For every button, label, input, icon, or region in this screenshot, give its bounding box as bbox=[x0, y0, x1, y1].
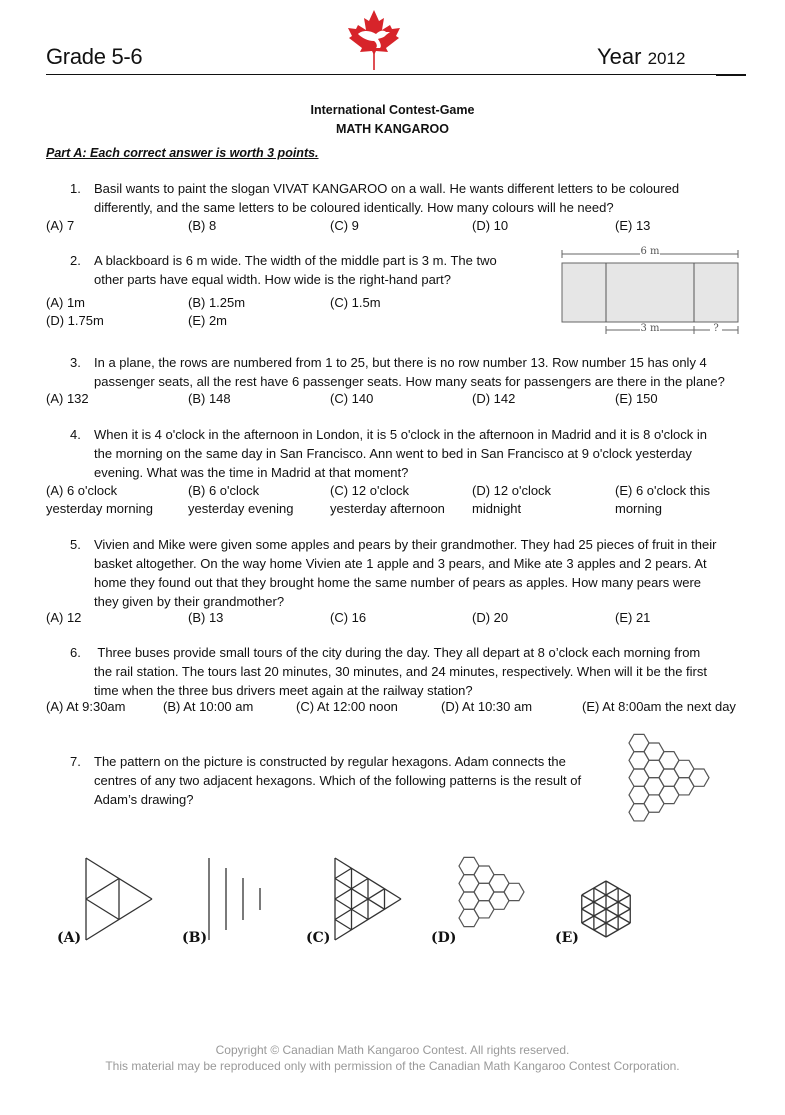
option-a[interactable]: (A) 7 bbox=[46, 218, 75, 233]
part-heading: Part A: Each correct answer is worth 3 points. bbox=[46, 146, 319, 160]
header-rule bbox=[46, 74, 746, 75]
header-rule-accent bbox=[716, 74, 746, 76]
inner-edge bbox=[86, 899, 119, 920]
figure-a-label: (A) bbox=[57, 930, 82, 946]
option-e[interactable]: (E) At 8:00am the next day bbox=[582, 699, 736, 714]
question-line: The pattern on the picture is constructed by regular hexagons. Adam connects the bbox=[94, 754, 566, 769]
question-line: differently, and the same letters to be coloured identically. How many colours will he need? bbox=[94, 200, 614, 215]
year-value: 2012 bbox=[647, 49, 686, 68]
option-a[interactable]: (A) At 9:30am bbox=[46, 699, 126, 714]
option-line: (C) 12 o'clock bbox=[330, 483, 410, 498]
option-line: (A) 6 o'clock bbox=[46, 483, 118, 498]
option-c[interactable]: (C) 140 bbox=[330, 391, 374, 406]
question-line: other parts have equal width. How wide is the right-hand part? bbox=[94, 272, 451, 287]
option-a[interactable]: (A) 132 bbox=[46, 391, 89, 406]
option-b[interactable] bbox=[188, 482, 294, 518]
question-line: the morning on the same day in San Francisco. Ann went to bed in San Francisco at 9 o'clock yesterday bbox=[94, 446, 692, 461]
option-e[interactable] bbox=[615, 482, 710, 518]
option-d[interactable]: (D) 10 bbox=[472, 218, 509, 233]
question-line: passenger seats, all the rest have 6 passenger seats. How many seats for passengers are there in the plane? bbox=[94, 374, 725, 389]
option-line: midnight bbox=[472, 501, 522, 516]
question-line: Basil wants to paint the slogan VIVAT KANGAROO on a wall. He wants different letters to be coloured bbox=[94, 181, 680, 196]
figure-b-lines[interactable] bbox=[205, 856, 265, 942]
question-number: 4. bbox=[70, 427, 81, 442]
option-d[interactable]: (D) 142 bbox=[472, 391, 516, 406]
blackboard-figure bbox=[560, 246, 742, 338]
option-line: yesterday afternoon bbox=[330, 501, 445, 516]
question-text bbox=[94, 179, 679, 217]
question-number: 5. bbox=[70, 537, 81, 552]
figure-c-label: (C) bbox=[306, 930, 331, 946]
figure-c-triangle-grid[interactable] bbox=[331, 856, 403, 942]
question-text bbox=[94, 425, 707, 482]
option-b[interactable]: (B) 1.25m bbox=[188, 295, 246, 310]
copyright-line: Copyright © Canadian Math Kangaroo Contest. All rights reserved. bbox=[215, 1043, 570, 1057]
option-b[interactable]: (B) At 10:00 am bbox=[163, 699, 254, 714]
board-rect bbox=[562, 263, 738, 322]
question-line: In a plane, the rows are numbered from 1 to 25, but there is no row number 13. Row number 15 has only 4 bbox=[94, 355, 707, 370]
option-c[interactable]: (C) 9 bbox=[330, 218, 359, 233]
question-line: basket altogether. On the way home Vivien ate 1 apple and 3 pears, and Mike ate 3 apples and 2 pears. At bbox=[94, 556, 707, 571]
question-line: Vivien and Mike were given some apples and pears by their grandmother. They had 25 pieces of fruit in their bbox=[94, 537, 717, 552]
question-number: 6. bbox=[70, 645, 81, 660]
question-text bbox=[94, 535, 716, 611]
option-d[interactable]: (D) 20 bbox=[472, 610, 509, 625]
option-e[interactable]: (E) 150 bbox=[615, 391, 658, 406]
question-number: 7. bbox=[70, 754, 81, 769]
question-line: home they found out that they brought home the same number of pears as apples. How many pears were bbox=[94, 575, 702, 590]
option-line: (E) 6 o'clock this bbox=[615, 483, 710, 498]
question-number: 2. bbox=[70, 253, 81, 268]
option-c[interactable]: (C) 16 bbox=[330, 610, 367, 625]
inner-edge bbox=[86, 879, 119, 900]
option-a[interactable] bbox=[46, 482, 153, 518]
hexagon bbox=[504, 883, 524, 900]
option-c[interactable] bbox=[330, 482, 445, 518]
question-line: Adam’s drawing? bbox=[94, 792, 194, 807]
option-line: (D) 12 o'clock bbox=[472, 483, 552, 498]
question-line: A blackboard is 6 m wide. The width of the middle part is 3 m. The two bbox=[94, 253, 497, 268]
option-c[interactable]: (C) At 12:00 noon bbox=[296, 699, 398, 714]
contest-title: International Contest-Game bbox=[310, 103, 475, 117]
maple-leaf-kangaroo-logo bbox=[346, 8, 402, 70]
option-line: yesterday evening bbox=[188, 501, 294, 516]
hexagon bbox=[689, 769, 709, 786]
question-text bbox=[94, 643, 707, 700]
option-a[interactable]: (A) 12 bbox=[46, 610, 82, 625]
figure-d-label: (D) bbox=[431, 930, 457, 946]
question-text bbox=[94, 353, 725, 391]
question-line: When it is 4 o'clock in the afternoon in London, it is 5 o'clock in the afternoon in Madrid and it is 8 o'clock in bbox=[94, 427, 708, 442]
grade-label: Grade 5-6 bbox=[46, 44, 143, 69]
unknown-width-label: ? bbox=[713, 323, 719, 334]
option-d[interactable] bbox=[472, 482, 551, 518]
year-label bbox=[597, 44, 685, 70]
question-text bbox=[94, 752, 581, 809]
permission-line: This material may be reproduced only with permission of the Canadian Math Kangaroo Contest Corporation. bbox=[105, 1059, 680, 1073]
total-width-label: 6 m bbox=[640, 246, 660, 257]
option-line: morning bbox=[615, 501, 662, 516]
question-line: centres of any two adjacent hexagons. Which of the following patterns is the result of bbox=[94, 773, 582, 788]
option-line: (B) 6 o'clock bbox=[188, 483, 260, 498]
option-b[interactable]: (B) 13 bbox=[188, 610, 224, 625]
option-d[interactable]: (D) At 10:30 am bbox=[441, 699, 533, 714]
grid-line bbox=[335, 868, 352, 878]
figure-e-label: (E) bbox=[555, 930, 579, 946]
figure-b-label: (B) bbox=[182, 930, 208, 946]
hexagon-triangle-pattern bbox=[628, 733, 723, 828]
question-number: 3. bbox=[70, 355, 81, 370]
option-e[interactable]: (E) 13 bbox=[615, 218, 651, 233]
middle-width-label: 3 m bbox=[640, 323, 660, 334]
question-line: they given by their grandmother? bbox=[94, 594, 285, 609]
option-e[interactable]: (E) 21 bbox=[615, 610, 651, 625]
option-c[interactable]: (C) 1.5m bbox=[330, 295, 381, 310]
figure-d-hexagons[interactable] bbox=[458, 856, 536, 940]
option-b[interactable]: (B) 148 bbox=[188, 391, 231, 406]
question-line: Three buses provide small tours of the city during the day. They all depart at 8 o’clock each morning from bbox=[94, 645, 701, 660]
option-line: yesterday morning bbox=[46, 501, 153, 516]
contest-name: MATH KANGAROO bbox=[336, 122, 449, 136]
option-b[interactable]: (B) 8 bbox=[188, 218, 217, 233]
option-a[interactable]: (A) 1m bbox=[46, 295, 85, 310]
question-line: evening. What was the time in Madrid at that moment? bbox=[94, 465, 409, 480]
figure-a-triangle[interactable] bbox=[82, 856, 154, 942]
question-text bbox=[94, 251, 497, 289]
option-e[interactable]: (E) 2m bbox=[188, 313, 227, 328]
year-word: Year bbox=[597, 44, 642, 69]
figure-e-hexagon-grid[interactable] bbox=[580, 877, 636, 942]
question-number: 1. bbox=[70, 181, 81, 196]
option-d[interactable]: (D) 1.75m bbox=[46, 313, 104, 328]
question-line: time when the three bus drivers meet again at the railway station? bbox=[94, 683, 473, 698]
grid-line bbox=[335, 920, 352, 930]
question-line: the rail station. The tours last 20 minutes, 30 minutes, and 24 minutes, respectively. When will it be the first bbox=[94, 664, 707, 679]
